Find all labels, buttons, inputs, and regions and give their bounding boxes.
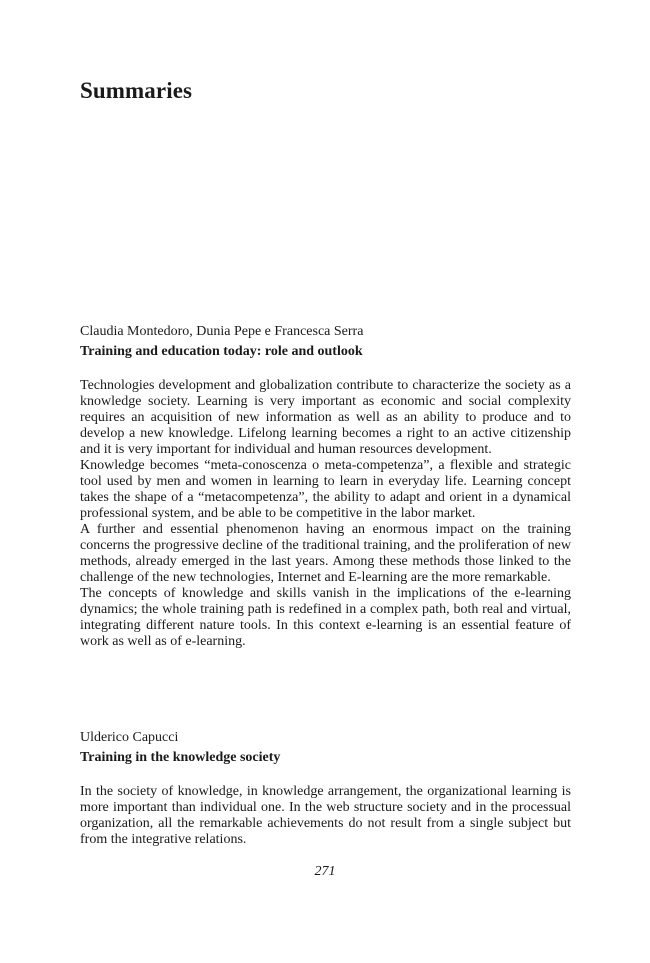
paragraph: Knowledge becomes “meta-conoscenza o meta-competenza”, a flexible and strategic tool used by men and women in learning to learn in everyday life. Learning concept takes the shape of a “metacompetenza”, the ability to adapt and orient in a dynamical professional system, and be able to be competitive in the labor market.: [80, 458, 571, 521]
page-number: 271: [314, 864, 336, 879]
paragraph: Technologies development and globalization contribute to characterize the society as a knowledge society. Learning is very important as economic and social complexity requires an acquisition of new information as well as an ability to produce and to develop a new knowledge. Lifelong learning becomes a right to an active citizenship and it is very important for individual and human resources development.: [80, 378, 571, 457]
section-authors: Ulderico Capucci: [80, 730, 179, 745]
paragraph: The concepts of knowledge and skills vanish in the implications of the e-learning dynamics; the whole training path is redefined in a complex path, both real and virtual, integrating different nature tools. In this context e-learning is an essential feature of work as well as of e-learning.: [80, 586, 571, 649]
page-title: Summaries: [80, 78, 193, 103]
paragraph: In the society of knowledge, in knowledge arrangement, the organizational learning is more important than individual one. In the web structure society and in the processual organization, all the remarkable achievements do not result from a single subject but from the integrative relations.: [80, 784, 571, 847]
section-title: Training in the knowledge society: [80, 750, 281, 765]
paragraph: A further and essential phenomenon having an enormous impact on the training concerns the progressive decline of the traditional training, and the proliferation of new methods, already emerged in the last years. Among these methods those linked to the challenge of the new technologies, Internet and E-learning are the more remarkable.: [80, 522, 571, 585]
summary-section-2: [80, 730, 571, 848]
summary-section-1: [80, 324, 571, 650]
section-authors: Claudia Montedoro, Dunia Pepe e Francesca Serra: [80, 324, 364, 339]
section-title: Training and education today: role and outlook: [80, 344, 363, 359]
